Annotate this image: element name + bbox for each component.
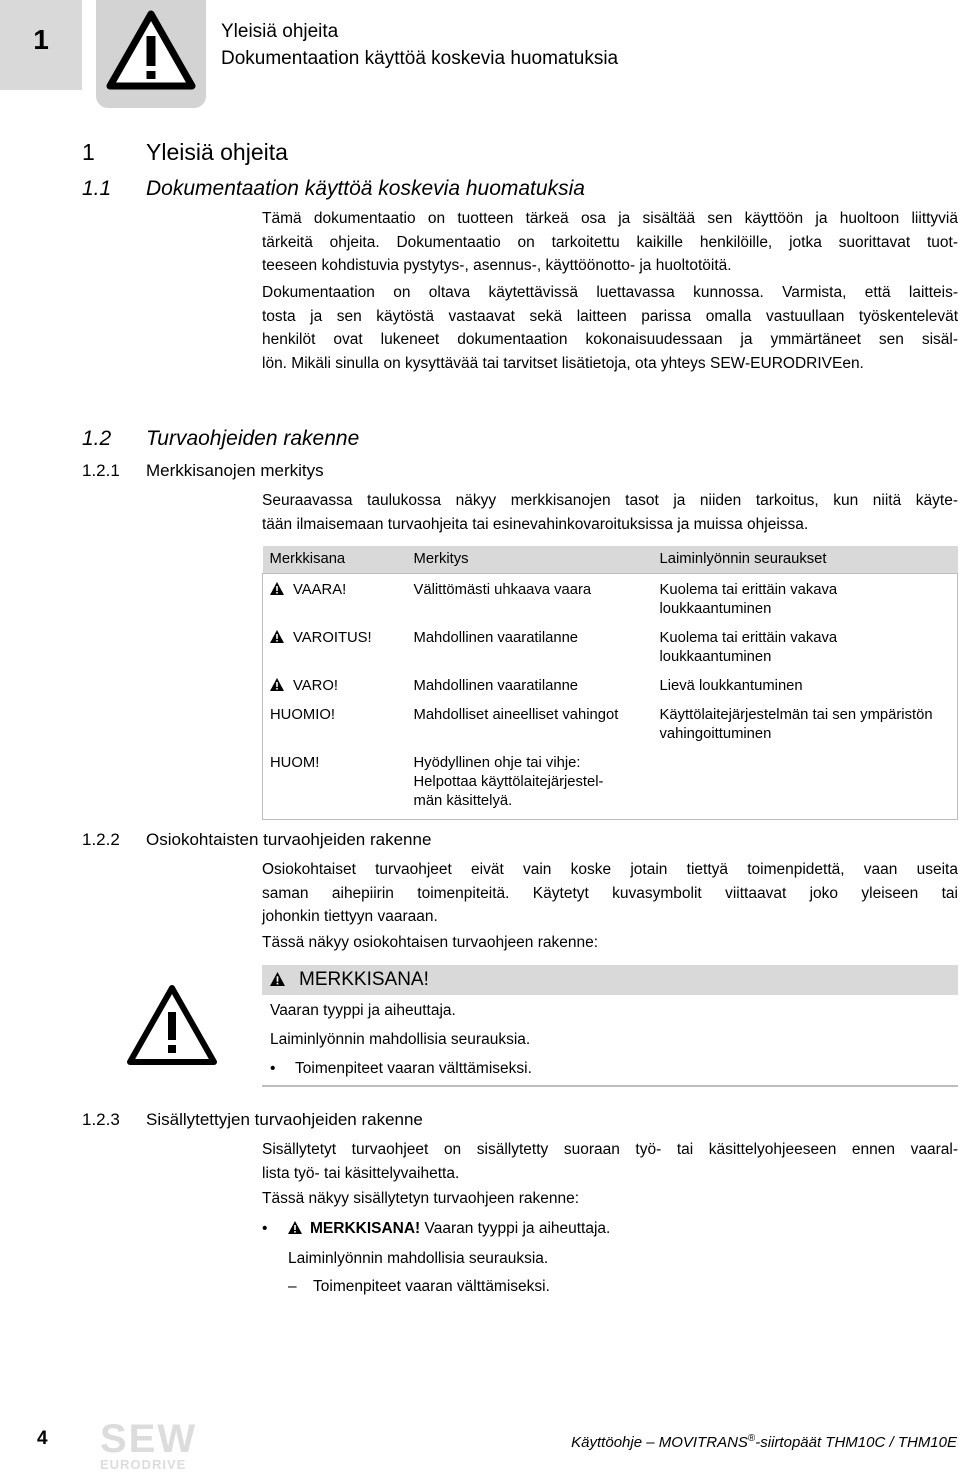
section-number: 1.2.3 (82, 1110, 120, 1129)
section-number: 1 (82, 139, 95, 165)
consequence-cell: Kuolema tai erittäin vakava loukkaantuminen (659, 630, 838, 665)
table-row (263, 672, 958, 701)
table-row (263, 701, 958, 749)
measure-text: Toimenpiteet vaaran välttämiseksi. (295, 1060, 532, 1077)
section-title: Dokumentaation käyttöä koskevia huomatuksia (146, 177, 585, 200)
warning-triangle-icon (96, 0, 206, 108)
signal-word-title: MERKKISANA! (270, 968, 429, 992)
table-row (263, 624, 958, 672)
box-bottom-rule (262, 1085, 958, 1087)
sew-eurodrive-logo: SEW EURODRIVE (100, 1417, 198, 1472)
section-number: 1.2 (82, 427, 112, 450)
table-header-cell: Laiminlyönnin seuraukset (653, 546, 958, 574)
page-number: 4 (37, 1428, 48, 1449)
bullet: • (262, 1220, 268, 1237)
consequence-cell (653, 749, 958, 820)
paragraph: Osiokohtaiset turvaohjeet eivät vain koske jotain tiettyä toimenpidettä, vaan useita saman aihepiirin toimenpiteitä. Käytetyt kuvasymbolit viittaavat joko yleiseen tai johonkin tiettyyn vaaraan. (262, 861, 958, 926)
table-header-row (263, 546, 958, 574)
signal-word-cell: VAROITUS! (263, 624, 407, 672)
warning-triangle-icon (270, 582, 284, 595)
table-row (263, 576, 958, 624)
meaning-cell: Välittömästi uhkaava vaara (413, 582, 592, 598)
consequence-text: Laiminlyönnin mahdollisia seurauksia. (270, 1031, 531, 1048)
meaning-cell: Mahdolliset aineelliset vahingot (413, 707, 619, 723)
warning-triangle-icon (270, 630, 284, 643)
paragraph: Seuraavassa taulukossa näkyy merkkisanojen tasot ja niiden tarkoitus, kun niitä käyte- tään ilmaisemaan turvaohjeita tai esinevahinkovaroituksissa ja muissa ohjeissa. (262, 492, 958, 533)
signal-word-cell: VAARA! (263, 576, 407, 624)
signal-word-cell: HUOM! (270, 755, 320, 771)
section-number: 1.1 (82, 177, 112, 200)
signal-word-cell: HUOMIO! (270, 707, 335, 723)
section-title: Turvaohjeiden rakenne (146, 427, 360, 450)
meaning-cell: Mahdollinen vaaratilanne (413, 630, 579, 646)
dash: – (288, 1278, 297, 1295)
signal-word-cell: VARO! (263, 672, 407, 701)
warning-triangle-icon (270, 678, 284, 691)
section-number: 1.2.2 (82, 830, 120, 849)
chapter-number: 1 (33, 24, 49, 55)
table-header-cell: Merkitys (407, 546, 653, 574)
footer-doc-title: Käyttöohje – MOVITRANS®-siirtopäät THM10C / THM10E (571, 1433, 957, 1451)
meaning-cell: Mahdollinen vaaratilanne (413, 678, 579, 694)
warning-triangle-icon (270, 972, 285, 986)
signal-word-table (262, 546, 958, 820)
section-title: Merkkisanojen merkitys (146, 461, 324, 480)
measure-text: Toimenpiteet vaaran välttämiseksi. (313, 1278, 550, 1295)
table-row (263, 749, 958, 820)
bullet: • (270, 1060, 276, 1077)
embedded-signal-line: MERKKISANA! Vaaran tyyppi ja aiheuttaja. (288, 1219, 610, 1239)
consequence-cell: Lievä loukkantuminen (659, 678, 803, 694)
section-number: 1.2.1 (82, 461, 120, 480)
section-title: Osiokohtaisten turvaohjeiden rakenne (146, 830, 432, 849)
warning-triangle-icon (288, 1221, 302, 1234)
section-title: Sisällytettyjen turvaohjeiden rakenne (146, 1110, 423, 1129)
consequence-cell: Kuolema tai erittäin vakava loukkaantuminen (659, 582, 838, 617)
consequence-cell: Käyttölaitejärjestelmän tai sen ympäristön vahingoittuminen (659, 707, 933, 742)
table-header-cell: Merkkisana (263, 546, 407, 574)
hazard-type-text: Vaaran tyyppi ja aiheuttaja. (270, 1002, 456, 1019)
paragraph: Tässä näkyy osiokohtaisen turvaohjeen rakenne: (262, 934, 599, 951)
header-subtitle: Dokumentaation käyttöä koskevia huomatuksia (221, 48, 619, 69)
header-icon-box (96, 0, 206, 108)
section-title: Yleisiä ohjeita (146, 139, 288, 165)
paragraph: Sisällytetyt turvaohjeet on sisällytetty suoraan työ- tai käsittelyohjeeseen ennen vaaral- lista työ- tai käsittelyvaihetta. (262, 1141, 958, 1182)
header-title: Yleisiä ohjeita (221, 21, 339, 42)
meaning-cell: Hyödyllinen ohje tai vihje: Helpottaa käyttölaitejärjestel- män käsittelyä. (413, 755, 604, 809)
consequence-text: Laiminlyönnin mahdollisia seurauksia. (288, 1250, 549, 1267)
large-warning-triangle-icon (124, 982, 220, 1068)
paragraph: Tässä näkyy sisällytetyn turvaohjeen rakenne: (262, 1190, 580, 1207)
paragraph: Dokumentaation on oltava käytettävissä luettavassa kunnossa. Varmista, että laitteis- tosta ja sen käytöstä vastaavat sekä laitteen parissa omalla vastuullaan työskentelevät henkilöt ovat lukeneet dokumentaation kokonaisuudessaan ja ymmärtäneet sen sisäl- lön. Mikäli sinulla on kysyttävää tai tarvitset lisätietoja, ota yhteys SEW-EURODRIVEen. (262, 284, 958, 372)
paragraph: Tämä dokumentaatio on tuotteen tärkeä osa ja sisältää sen käyttöön ja huoltoon liittyviä tärkeitä ohjeita. Dokumentaatio on tarkoitettu kaikille henkilöille, jotka suorittavat tuot- teeseen kohdistuvia pystytys-, asennus-, käyttöönotto- ja huoltotöitä. (262, 210, 958, 275)
